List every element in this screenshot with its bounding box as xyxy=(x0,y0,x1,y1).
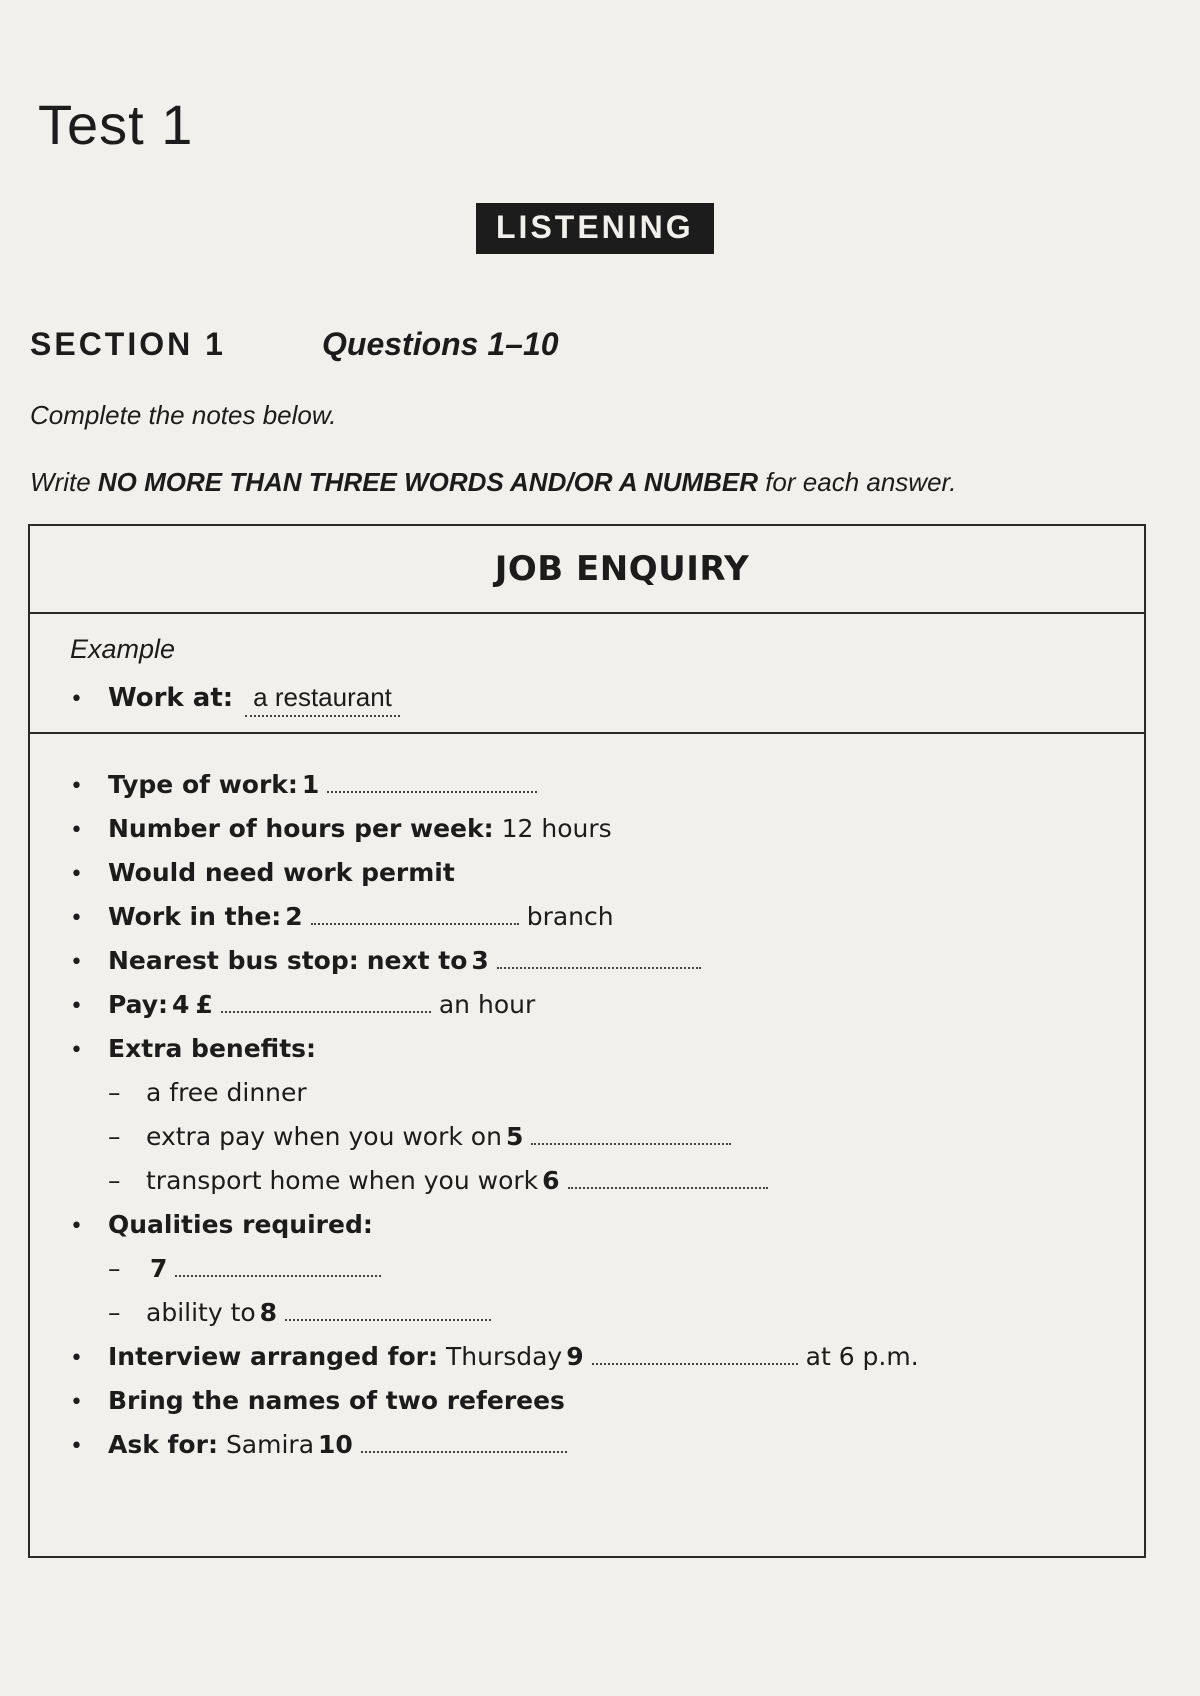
item-value: Samira xyxy=(225,1430,315,1459)
bullet: • xyxy=(70,950,83,975)
currency-symbol: £ xyxy=(195,990,213,1019)
bullet: • xyxy=(70,1434,83,1459)
sub-label: a free dinner xyxy=(146,1078,307,1107)
item-ask-for xyxy=(70,1430,575,1459)
notes-box xyxy=(28,524,1146,1558)
sub-transport xyxy=(70,1166,776,1195)
example-item xyxy=(70,682,400,717)
dash: – xyxy=(108,1254,121,1283)
item-label: Qualities required: xyxy=(108,1210,373,1239)
instruction-limit: NO MORE THAN THREE WORDS AND/OR A NUMBER xyxy=(97,467,758,497)
example-answer: a restaurant xyxy=(245,682,400,717)
bullet: • xyxy=(70,906,83,931)
answer-gap-1[interactable] xyxy=(327,789,537,793)
answer-gap-8[interactable] xyxy=(285,1317,491,1321)
dash: – xyxy=(108,1078,121,1107)
item-pay xyxy=(70,990,535,1019)
item-label: Bring the names of two referees xyxy=(108,1386,565,1415)
item-referees xyxy=(70,1386,565,1415)
question-number: 1 xyxy=(301,770,320,799)
question-number: 7 xyxy=(150,1254,168,1283)
item-type-of-work xyxy=(70,770,545,799)
sub-label: extra pay when you work on xyxy=(146,1122,502,1151)
item-label: Ask for: xyxy=(108,1430,218,1459)
dash: – xyxy=(108,1298,121,1327)
sub-quality-7 xyxy=(70,1254,389,1283)
question-number: 8 xyxy=(259,1298,278,1327)
section-header xyxy=(30,326,559,363)
bullet: • xyxy=(70,1038,83,1063)
sub-extra-pay xyxy=(70,1122,739,1151)
item-qualities xyxy=(70,1210,373,1239)
question-number: 9 xyxy=(566,1342,584,1371)
dash: – xyxy=(108,1166,121,1195)
item-value: 12 hours xyxy=(501,814,612,843)
notes-title-row xyxy=(30,526,1144,614)
bullet: • xyxy=(70,818,83,843)
item-extra-benefits xyxy=(70,1034,316,1063)
instruction-word-limit xyxy=(30,467,956,498)
answer-gap-9[interactable] xyxy=(592,1361,798,1365)
instruction-suffix: for each answer. xyxy=(757,467,957,497)
bullet: • xyxy=(70,994,83,1019)
item-work-permit xyxy=(70,858,455,887)
bullet: • xyxy=(70,687,83,712)
item-label: Pay: xyxy=(108,990,169,1019)
example-label: Example xyxy=(70,634,176,664)
instruction-prefix: Write xyxy=(30,467,98,497)
item-value: Thursday xyxy=(445,1342,563,1371)
item-label: Type of work: xyxy=(108,770,298,799)
answer-gap-2[interactable] xyxy=(311,921,519,925)
item-label: Number of hours per week: xyxy=(108,814,494,843)
sub-label: transport home when you work xyxy=(146,1166,539,1195)
item-bus-stop xyxy=(70,946,709,975)
question-number: 10 xyxy=(318,1430,353,1459)
item-after: at 6 p.m. xyxy=(805,1342,919,1371)
item-text: next to xyxy=(366,946,468,975)
answer-gap-7[interactable] xyxy=(175,1273,381,1277)
item-hours xyxy=(70,814,612,843)
item-label: Interview arranged for: xyxy=(108,1342,438,1371)
answer-gap-4[interactable] xyxy=(221,1009,431,1013)
question-number: 4 xyxy=(172,990,190,1019)
item-label: Work in the: xyxy=(108,902,282,931)
bullet: • xyxy=(70,1390,83,1415)
dash: – xyxy=(108,1122,121,1151)
bullet: • xyxy=(70,774,83,799)
answer-gap-5[interactable] xyxy=(531,1141,731,1145)
item-branch xyxy=(70,902,614,931)
bullet: • xyxy=(70,862,83,887)
sub-free-dinner xyxy=(70,1078,307,1107)
section-questions: Questions 1–10 xyxy=(322,326,559,362)
question-number: 5 xyxy=(505,1122,524,1151)
question-number: 6 xyxy=(542,1166,560,1195)
answer-gap-10[interactable] xyxy=(361,1449,567,1453)
bullet: • xyxy=(70,1214,83,1239)
notes-title: JOB ENQUIRY xyxy=(494,549,750,589)
answer-gap-3[interactable] xyxy=(497,965,701,969)
question-number: 3 xyxy=(471,946,489,975)
instruction-complete: Complete the notes below. xyxy=(30,400,337,430)
section-label: SECTION 1 xyxy=(30,326,226,362)
bullet: • xyxy=(70,1346,83,1371)
listening-badge: LISTENING xyxy=(476,203,714,254)
sub-ability xyxy=(70,1298,499,1327)
example-key: Work at: xyxy=(108,683,234,713)
example-block xyxy=(30,614,1144,734)
sub-label: ability to xyxy=(146,1298,256,1327)
item-label: Nearest bus stop: xyxy=(108,946,359,975)
page-title: Test 1 xyxy=(38,93,194,156)
item-label: Would need work permit xyxy=(108,858,455,887)
answer-gap-6[interactable] xyxy=(568,1185,768,1189)
item-after: an hour xyxy=(438,990,536,1019)
item-after: branch xyxy=(526,902,614,931)
item-label: Extra benefits: xyxy=(108,1034,317,1063)
question-number: 2 xyxy=(285,902,303,931)
item-interview xyxy=(70,1342,919,1371)
